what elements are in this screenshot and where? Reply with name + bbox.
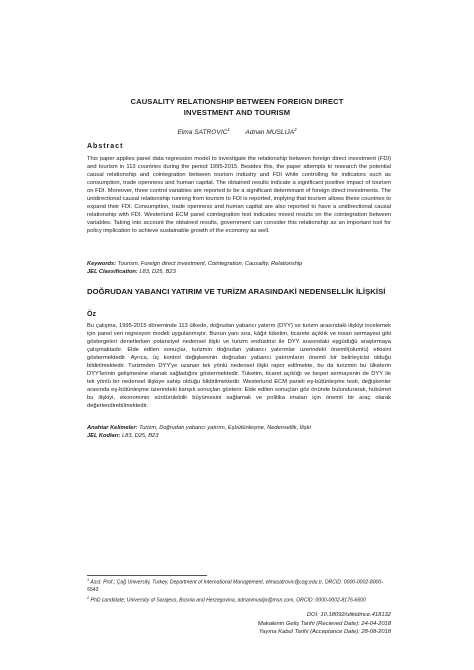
author-footnote-mark: 2	[294, 127, 297, 132]
jel-value: L83, D25, B23	[139, 269, 176, 275]
author-footnote-mark: 1	[227, 127, 230, 132]
anahtar-kelimeler-line	[87, 425, 391, 433]
jel-label: JEL Classification:	[87, 269, 138, 275]
oz-text: Bu çalışma, 1995-2015 döneminde 113 ülkede, doğrudan yabancı yatırım (DYY) ve turizm arasındaki ilişkiyi incelemek için panel veri regresyon modeli uygulanmıştır. Bunun yanı sıra, kâğıt tüketim, ticarete açıklık ve insan sermayesi gibi göstergeleri denetlerken potansiyel nedensel ilişki ve turizm endüstrisi ile DYY arasındaki eşgüdüğü araştırmaya çalışmaktadır. Elde edilen sonuçlar, turizmin doğrudan yabancı yatırımlar üzerindeki önemli(olumlu) etkisini göstermektedir. Ayrıca, üç kontrol değişkeninin doğrudan yabancı yatırımların önemli bir belirleyicisi olduğu bildirilmektedir. Turizmden DYY'ye uzanan tek yönlü nedensel ilişki rapor edilmekte, bu da turizmin bu ülkelerin DYY'lerinin gelişmesine olanak sağladığını göstermektedir. Tüketim, ticaret açıklığı ve beşeri sermayenin de DYY ile tek yönlü bir nedensel ilişkiye sahip olduğu bildirilmektedir. Westerlund ECM paneli eş-bütünleşme testi, değişkenler arasında eş-bütünleşme üzerindeki karışık sonuçları gösterir. Elde edilen sonuçları göz önünde bulundurarak, hükümet bu ilişkiyi, ekonominin sürdürülebilir büyümesini sağlamak ve politika imaları için önemli bir araç olarak değerlendirebilmektedir.	[87, 323, 391, 410]
keywords-value: Tourism, Foreign direct investment, Cointegration, Causality, Relationship	[117, 261, 303, 267]
paper-title: CAUSALITY RELATIONSHIP BETWEEN FOREIGN DIRECT INVESTMENT AND TOURISM	[130, 97, 344, 117]
footnote-divider	[87, 575, 207, 576]
oz-heading: Öz	[87, 311, 96, 318]
anahtar-kelimeler-label: Anahtar Kelimeler:	[87, 425, 138, 431]
author-name: Adnan MUSLIJA	[245, 129, 295, 137]
accepted-date: Yayına Kabul Tarihi (Acceptance Date): 28-08-2018	[258, 629, 391, 636]
jel-kodlari-value: L83, D25, B23	[122, 433, 159, 439]
abstract-heading: Abstract	[87, 143, 124, 150]
footnote-mark: 2	[87, 596, 90, 600]
footnote-text: Asst. Prof.; Çağ University, Turkey, Department of International Management, elmasatrovic@cag.edu.tr, ORCID: 0000-0002-8000-5543	[87, 579, 383, 593]
abstract-text: This paper applies panel data regression model to investigate the relationship between foreign direct investment (FDI) and tourism in 113 countries during the period 1995-2015. Besides this, the paper attempts to research the potential causal relationship and cointegration between tourism industry and FDI while controlling for indicators such as consumption, trade openness and human capital. The obtained results indicate a significant positive impact of tourism on FDI. Moreover, three control variables are reported to be a significant determinant of foreign direct investments. The unidirectional causal relationship running from tourism to FDI is reported, implying that tourism allows these countries to expand their FDI. Consumption, trade openness and human capital are also reported to have a unidirectional causal relationship with FDI. Westerlund ECM panel cointegration test indicates mixed results on the cointegration between variables. Taking into account the obtained results, government can consider this relationship as an important tool for policy implication to achieve sustainable growth of the economy as well.	[87, 156, 391, 235]
received-date: Makalenin Geliş Tarihi (Recieved Date): 24-04-2018	[257, 620, 391, 627]
keywords-line	[87, 261, 391, 269]
footnote	[87, 595, 391, 605]
jel-kodlari-line	[87, 433, 391, 441]
jel-line	[87, 269, 391, 277]
author-name: Elma SATROVIC	[177, 129, 228, 137]
publication-info	[258, 611, 391, 637]
doi[interactable]: DOI: 10.18092/ulikidince.418132	[306, 612, 391, 618]
anahtar-kelimeler-value: Turizm, Doğrudan yabancı yatırım, Eşbütünleşme, Nedensellik, İlişki	[139, 425, 311, 431]
jel-kodlari-label: JEL Kodları:	[87, 433, 121, 439]
turkish-title: DOĞRUDAN YABANCI YATIRIM VE TURİZM ARASINDAKİ NEDENSELLİK İLİŞKİSİ	[87, 287, 386, 296]
footnote	[87, 577, 391, 594]
footnote-text: PhD candidate; University of Sarajevo, Bosnia and Herzegovina, adnanmuslija@msn.com, ORCID: 0000-0002-8176-6600	[90, 597, 366, 604]
footnote-mark: 1	[87, 578, 90, 582]
author-line	[0, 127, 474, 136]
keywords-label: Keywords:	[87, 261, 117, 267]
